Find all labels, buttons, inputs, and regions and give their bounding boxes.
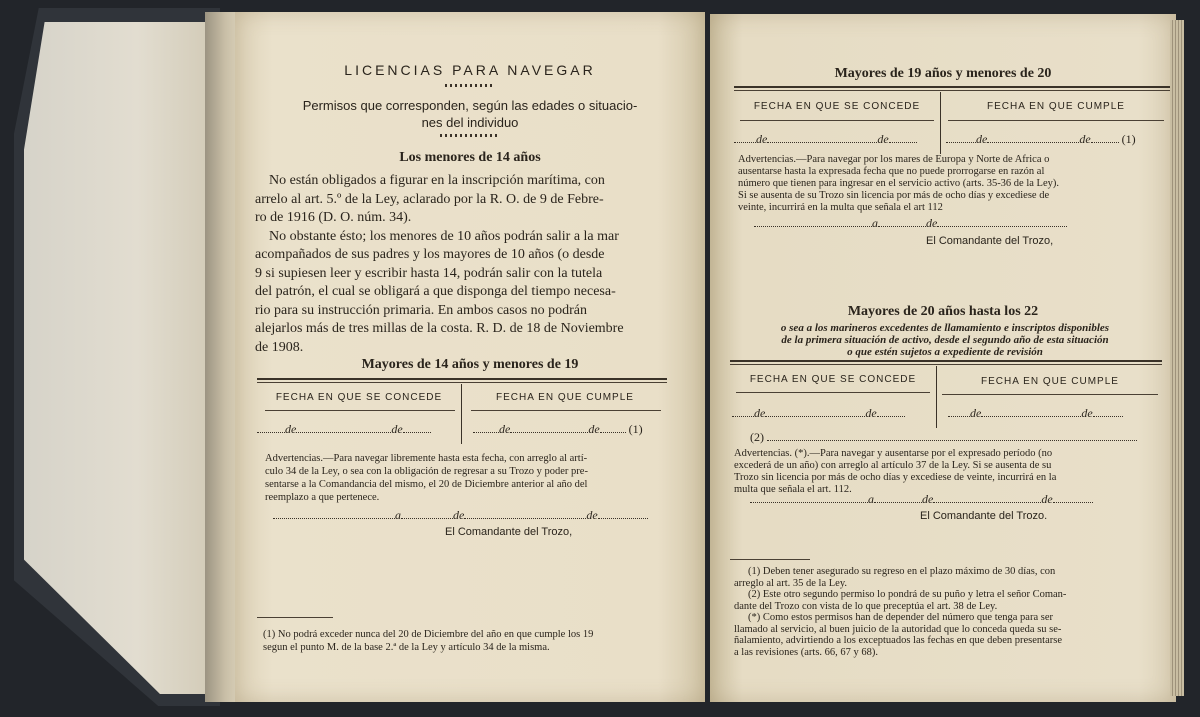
a-word: a bbox=[872, 216, 878, 230]
col-rule-1 bbox=[740, 120, 934, 121]
adv-line: reemplazo a que pertenece. bbox=[265, 492, 380, 503]
de-word: de bbox=[970, 406, 982, 420]
paragraph-line: No están obligados a figurar en la inscripción marítima, con bbox=[269, 173, 605, 188]
paragraph-line: de 1908. bbox=[255, 339, 304, 355]
right-page bbox=[710, 14, 1176, 702]
de-word: de bbox=[588, 422, 600, 436]
a-word: a bbox=[395, 508, 401, 522]
footnote-rule bbox=[730, 559, 810, 560]
date-fill-cumple[interactable] bbox=[473, 422, 643, 437]
section-title-under-14: Los menores de 14 años bbox=[399, 150, 541, 165]
paragraph-line: acompañados de sus padres y los mayores de 10 años (o desde bbox=[255, 247, 605, 262]
de-word: de bbox=[1081, 406, 1093, 420]
footnote-left bbox=[263, 628, 683, 654]
table2-divider bbox=[936, 366, 937, 428]
subheading-line-2: nes del individuo bbox=[421, 115, 519, 130]
de-word: de bbox=[756, 132, 768, 146]
footnote-line: (2) Este otro segundo permiso lo pondrá de su puño y letra el señor Coman- bbox=[748, 589, 1067, 600]
paragraph-line: arrelo al art. 5.º de la Ley, aclarado por la R. O. de 9 de Febre- bbox=[255, 191, 604, 207]
footnotes-right bbox=[734, 566, 1168, 658]
footnote-line: dante del Trozo con vista de lo que preceptúa el art. 38 de Ley. bbox=[734, 600, 998, 612]
signature-commander-2: El Comandante del Trozo. bbox=[920, 510, 1048, 522]
ornament-divider-2 bbox=[440, 134, 500, 137]
col-head-concede: FECHA EN QUE SE CONCEDE bbox=[753, 101, 921, 112]
table-top-rule bbox=[734, 86, 1170, 88]
footnote-marker: (1) bbox=[1121, 132, 1136, 146]
footnote-line: segun el punto M. de la base 2.ª de la Ley y artículo 34 de la misma. bbox=[263, 642, 550, 653]
left-page bbox=[235, 12, 705, 702]
footnote-rule bbox=[257, 617, 333, 618]
date-fill-cumple-2[interactable] bbox=[948, 406, 1123, 421]
col-rule-1 bbox=[736, 392, 930, 393]
de-word: de bbox=[976, 132, 988, 146]
adv-line: Advertencias. (*).—Para navegar y ausentarse por el expresado período (no bbox=[734, 448, 1053, 459]
advertencias-19-20 bbox=[738, 154, 1170, 214]
adv-line: veinte, incurrirá en la multa que señala el art 112 bbox=[738, 202, 943, 213]
col-head-cumple: FECHA EN QUE CUMPLE bbox=[496, 392, 634, 403]
section-title-20-22: Mayores de 20 años hasta los 22 bbox=[847, 304, 1039, 319]
advertencias-20-22 bbox=[734, 448, 1170, 496]
footnote-marker: (2) bbox=[750, 430, 764, 444]
col-head-concede: FECHA EN QUE SE CONCEDE bbox=[275, 392, 443, 403]
de-word: de bbox=[1079, 132, 1091, 146]
col-head-cumple: FECHA EN QUE CUMPLE bbox=[987, 101, 1125, 112]
col-rule-1 bbox=[265, 410, 455, 411]
col-head-concede-2: FECHA EN QUE SE CONCEDE bbox=[749, 374, 917, 385]
de-word: de bbox=[586, 508, 598, 522]
table-top-rule bbox=[257, 378, 667, 380]
adv-line: Advertencias.—Para navegar libremente hasta esta fecha, con arreglo al artí- bbox=[265, 453, 588, 464]
signature-commander: El Comandante del Trozo, bbox=[445, 526, 573, 538]
table2-top-rule-thin bbox=[730, 364, 1162, 365]
de-word: de bbox=[1041, 492, 1053, 506]
section-title-14-19: Mayores de 14 años y menores de 19 bbox=[361, 357, 579, 372]
de-word: de bbox=[499, 422, 511, 436]
adv-line: culo 34 de la Ley, o sea con la obligación de regresar a su Trozo y poder pre- bbox=[265, 466, 588, 477]
paragraph-line: alejarlos más de tres millas de la costa. R. D. de 18 de Noviembre bbox=[255, 321, 624, 336]
a-word: a bbox=[868, 492, 874, 506]
adv-line: multa que señala el art. 112. bbox=[734, 484, 852, 495]
section-subtitle-20-22 bbox=[720, 322, 1170, 358]
col-rule-2 bbox=[942, 394, 1158, 395]
adv-line: ausentarse hasta la expresada fecha que no puede prorrogarse en razón al bbox=[738, 166, 1045, 177]
page-heading: LICENCIAS PARA NAVEGAR bbox=[344, 62, 596, 78]
signature-date-fill[interactable] bbox=[754, 216, 1067, 231]
footnote-line: (1) No podrá exceder nunca del 20 de Diciembre del año en que cumple los 19 bbox=[263, 629, 594, 640]
subtitle-line: o sea a los marineros excedentes de llamamiento e inscriptos disponibles bbox=[780, 322, 1110, 334]
adv-line: excederá de un año) con arreglo al artículo 37 de la Ley. Si se ausenta de su bbox=[734, 460, 1052, 471]
subheading-line-1: Permisos que corresponden, según las edades o situacio- bbox=[302, 98, 638, 113]
de-word: de bbox=[453, 508, 465, 522]
paragraph-line: 9 si supiesen leer y escribir hasta 14, podrán salir con la tutela bbox=[255, 265, 603, 281]
table-divider bbox=[461, 384, 462, 444]
page-edges bbox=[1170, 20, 1184, 696]
footnote-line: arreglo al art. 35 de la Ley. bbox=[734, 577, 848, 589]
adv-line: sentarse a la Comandancia del mismo, el 20 de Diciembre anterior al año del bbox=[265, 479, 588, 490]
de-word: de bbox=[877, 132, 889, 146]
date-fill-concede[interactable] bbox=[257, 422, 431, 437]
date-fill-cumple[interactable] bbox=[946, 132, 1136, 147]
footnote-line: (*) Como estos permisos han de depender del número que tenga para ser bbox=[748, 612, 1053, 623]
footnote-line: (1) Deben tener asegurado su regreso en el plazo máximo de 30 días, con bbox=[748, 566, 1056, 577]
footnote-line: a las revisiones (arts. 66, 67 y 68). bbox=[734, 646, 879, 658]
section-title-19-20: Mayores de 19 años y menores de 20 bbox=[834, 66, 1052, 81]
ornament-divider bbox=[445, 84, 495, 87]
subtitle-line: de la primera situación de activo, desde el segundo año de esta situación bbox=[781, 334, 1109, 346]
second-permit-line[interactable] bbox=[750, 430, 1137, 445]
table-top-rule-thin bbox=[734, 90, 1170, 91]
adv-line: número que tienen para ingresar en el servicio activo (arts. 35-36 de la Ley). bbox=[738, 178, 1059, 189]
footnote-line: ñalamiento, advirtiendo a los exceptuados las fechas en que deben presentarse bbox=[734, 635, 1062, 646]
date-fill-concede[interactable] bbox=[734, 132, 917, 147]
table2-top-rule bbox=[730, 360, 1162, 362]
advertencias-14-19 bbox=[265, 452, 675, 504]
de-word: de bbox=[754, 406, 766, 420]
subtitle-line: o que estén sujetos a expediente de revisión bbox=[847, 346, 1043, 358]
col-rule-2 bbox=[471, 410, 661, 411]
adv-line: Si se ausenta de su Trozo sin licencia por más de ocho días y excediese de bbox=[738, 190, 1050, 201]
signature-date-fill-2[interactable] bbox=[750, 492, 1093, 507]
col-rule-2 bbox=[948, 120, 1164, 121]
gutter bbox=[205, 12, 239, 702]
table-divider bbox=[940, 92, 941, 154]
paragraph-line: No obstante ésto; los menores de 10 años podrán salir a la mar bbox=[269, 228, 619, 244]
table-top-rule-thin bbox=[257, 382, 667, 383]
date-fill-concede-2[interactable] bbox=[732, 406, 905, 421]
paragraph-line: del patrón, el cual se obligará a que disponga del tiempo necesa- bbox=[255, 284, 616, 299]
de-word: de bbox=[391, 422, 403, 436]
footnote-marker: (1) bbox=[628, 422, 643, 436]
de-word: de bbox=[922, 492, 934, 506]
signature-date-fill[interactable] bbox=[273, 508, 648, 523]
de-word: de bbox=[926, 216, 938, 230]
de-word: de bbox=[285, 422, 297, 436]
footnote-line: llamado al servicio, al buen juicio de la autoridad que lo conceda queda su se- bbox=[734, 623, 1062, 635]
signature-commander: El Comandante del Trozo, bbox=[926, 235, 1054, 247]
de-word: de bbox=[865, 406, 877, 420]
adv-line: Advertencias.—Para navegar por los mares de Europa y Norte de Africa o bbox=[738, 154, 1050, 165]
adv-line: Trozo sin licencia por más de ocho días y excediese de veinte, incurrirá en la bbox=[734, 472, 1057, 483]
paragraph-line: rio para su instrucción primaria. En ambos casos no podrán bbox=[255, 302, 588, 318]
paragraph-under-14 bbox=[255, 172, 685, 357]
col-head-cumple-2: FECHA EN QUE CUMPLE bbox=[981, 376, 1119, 387]
paragraph-line: ro de 1916 (D. O. núm. 34). bbox=[255, 210, 412, 225]
